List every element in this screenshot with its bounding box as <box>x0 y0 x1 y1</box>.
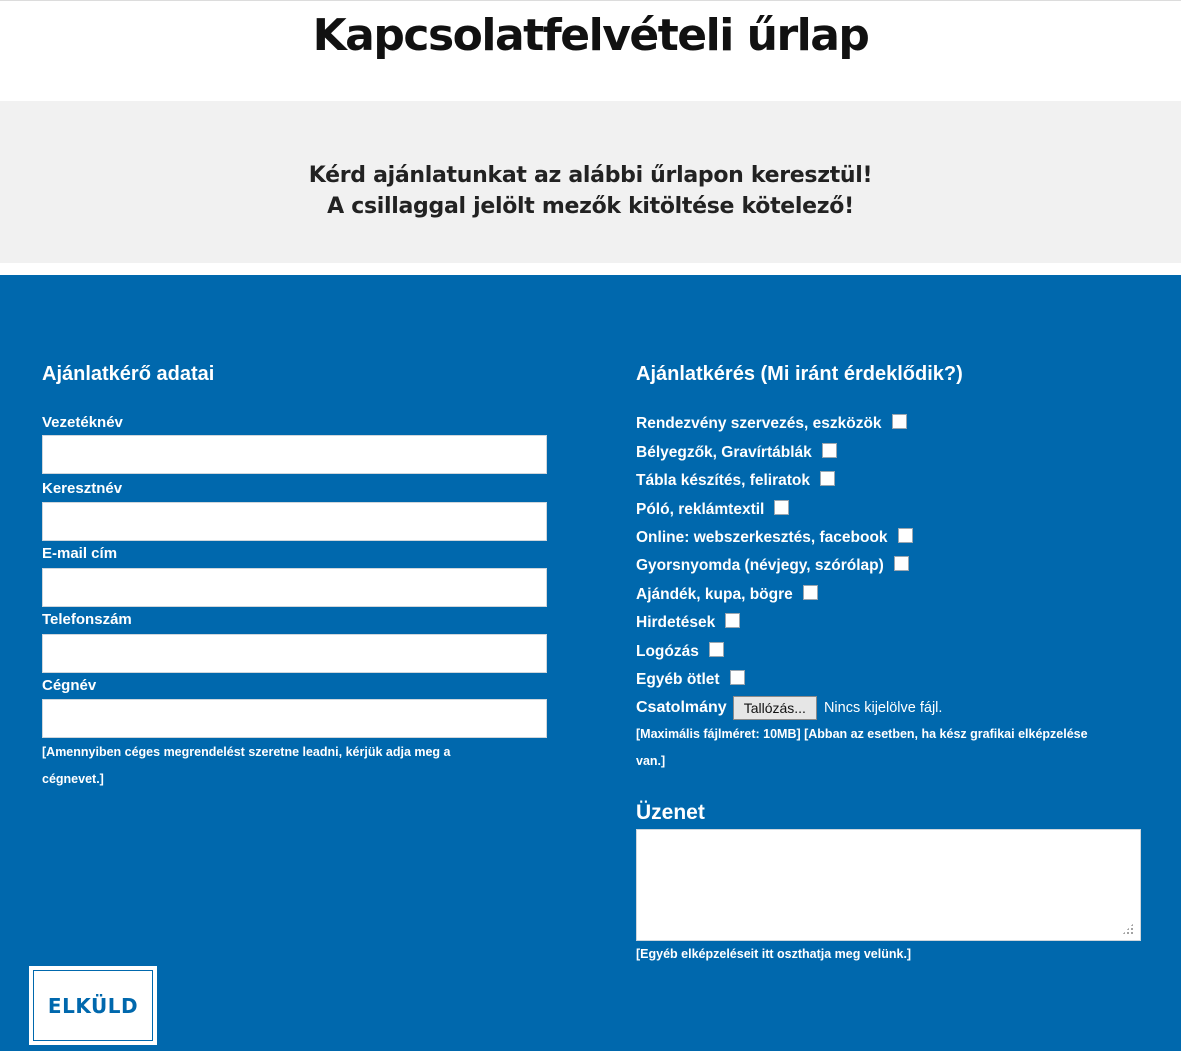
option-stamps <box>636 442 837 464</box>
option-online <box>636 527 913 549</box>
option-other <box>636 669 745 691</box>
browse-button[interactable]: Tallózás... <box>733 696 817 720</box>
message-heading: Üzenet <box>636 801 705 824</box>
company-note-line-1: [Amennyiben céges megrendelést szeretne leadni, kérjük adja meg a <box>42 745 451 759</box>
top-divider <box>0 0 1181 1</box>
option-gifts <box>636 584 818 606</box>
company-note <box>42 739 451 793</box>
message-textarea[interactable] <box>636 829 1141 941</box>
last-name-input[interactable] <box>42 435 547 474</box>
option-checkbox[interactable] <box>730 670 745 685</box>
resize-grip-icon[interactable] <box>1122 923 1134 935</box>
attachment-note-line-1: [Maximális fájlméret: 10MB] [Abban az esetben, ha kész grafikai elképzelése <box>636 727 1088 741</box>
phone-label: Telefonszám <box>42 611 132 628</box>
requester-section-heading: Ajánlatkérő adatai <box>42 363 215 385</box>
company-input[interactable] <box>42 699 547 738</box>
attachment-label: Csatolmány <box>636 699 727 716</box>
phone-input[interactable] <box>42 634 547 673</box>
option-checkbox[interactable] <box>709 642 724 657</box>
option-checkbox[interactable] <box>803 585 818 600</box>
first-name-label: Keresztnév <box>42 480 123 497</box>
option-label: Gyorsnyomda (névjegy, szórólap) <box>636 557 884 574</box>
intro-line-2: A csillaggal jelölt mezők kitöltése kötelező! <box>327 194 854 219</box>
file-status: Nincs kijelölve fájl. <box>823 700 943 716</box>
option-ads <box>636 612 740 634</box>
attachment-note <box>636 721 1088 775</box>
submit-button[interactable]: ELKÜLD <box>29 966 157 1045</box>
option-label: Rendezvény szervezés, eszközök <box>636 415 882 432</box>
option-checkbox[interactable] <box>774 500 789 515</box>
attachment-note-line-2: van.] <box>636 754 666 768</box>
option-signs <box>636 470 835 492</box>
last-name-label: Vezetéknév <box>42 414 123 431</box>
option-event-organizing <box>636 413 907 435</box>
company-label: Cégnév <box>42 677 97 694</box>
email-input[interactable] <box>42 568 547 607</box>
option-checkbox[interactable] <box>892 414 907 429</box>
option-label: Online: webszerkesztés, facebook <box>636 529 888 546</box>
option-label: Póló, reklámtextil <box>636 501 765 518</box>
option-checkbox[interactable] <box>820 471 835 486</box>
option-checkbox[interactable] <box>898 528 913 543</box>
option-textile <box>636 499 789 521</box>
intro-text <box>0 160 1181 222</box>
offer-section-heading: Ajánlatkérés (Mi iránt érdeklődik?) <box>636 363 963 385</box>
option-label: Egyéb ötlet <box>636 671 720 688</box>
page-title: Kapcsolatfelvételi űrlap <box>312 10 869 61</box>
option-label: Hirdetések <box>636 614 716 631</box>
intro-line-1: Kérd ajánlatunkat az alábbi űrlapon keresztül! <box>308 163 873 188</box>
option-checkbox[interactable] <box>894 556 909 571</box>
attachment-row <box>636 695 942 721</box>
option-logo <box>636 641 724 663</box>
option-checkbox[interactable] <box>822 443 837 458</box>
option-label: Ajándék, kupa, bögre <box>636 586 793 603</box>
option-checkbox[interactable] <box>725 613 740 628</box>
message-note: [Egyéb elképzeléseit itt oszthatja meg velünk.] <box>636 947 912 961</box>
first-name-input[interactable] <box>42 502 547 541</box>
email-label: E-mail cím <box>42 545 118 562</box>
option-print-shop <box>636 555 909 577</box>
option-label: Bélyegzők, Gravírtáblák <box>636 444 812 461</box>
company-note-line-2: cégnevet.] <box>42 772 104 786</box>
option-label: Tábla készítés, feliratok <box>636 472 811 489</box>
option-label: Logózás <box>636 643 699 660</box>
